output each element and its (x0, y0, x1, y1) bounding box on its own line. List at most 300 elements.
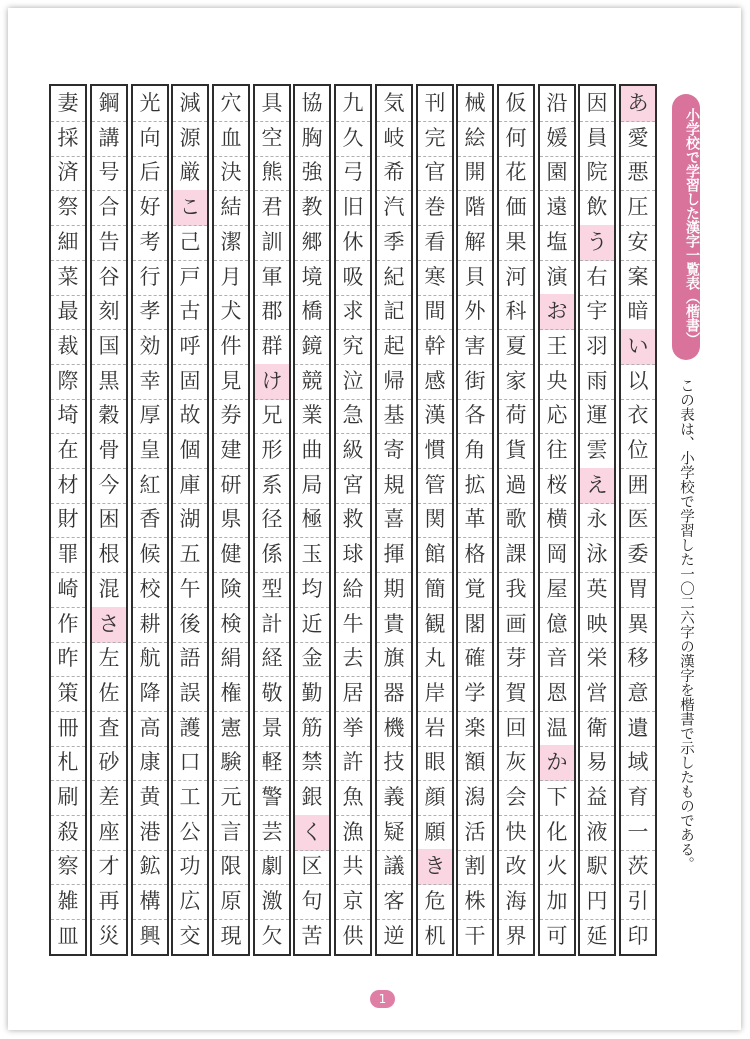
kanji-cell: 休 (336, 225, 370, 261)
kanji-cell: 具 (255, 86, 289, 122)
kanji-cell: 横 (540, 502, 574, 538)
kanji-cell: 九 (336, 86, 370, 122)
kanji-cell: 因 (580, 86, 614, 122)
kanji-cell: 宇 (580, 294, 614, 330)
kanji-cell: 径 (255, 502, 289, 538)
kanji-cell: 口 (173, 745, 207, 781)
kanji-cell: 各 (458, 398, 492, 434)
kanji-cell: 際 (51, 364, 85, 400)
kanji-cell: 泣 (336, 364, 370, 400)
kanji-cell: 考 (133, 225, 167, 261)
kanji-cell: 館 (418, 537, 452, 573)
kanji-cell: 係 (255, 537, 289, 573)
kanji-cell: 刻 (92, 294, 126, 330)
kanji-cell: 検 (214, 607, 248, 643)
kanji-cell: 冊 (51, 711, 85, 747)
kanji-cell: 期 (377, 572, 411, 608)
kanji-cell: 演 (540, 260, 574, 296)
kanji-cell: 兄 (255, 398, 289, 434)
kanji-cell: 確 (458, 641, 492, 677)
kanji-cell: 許 (336, 745, 370, 781)
kanji-cell: 逆 (383, 924, 405, 948)
kanji-column (171, 84, 209, 956)
kanji-cell: 義 (377, 780, 411, 816)
kana-heading-cell: お (540, 294, 574, 330)
kanji-cell: 疑 (377, 815, 411, 851)
kanji-cell: 砂 (92, 745, 126, 781)
kanji-cell: 最 (51, 294, 85, 330)
kanji-cell: 央 (540, 364, 574, 400)
kanji-cell: 河 (499, 260, 533, 296)
kanji-cell: 帰 (377, 364, 411, 400)
kanji-cell: 号 (92, 155, 126, 191)
kanji-column (253, 84, 291, 956)
kanji-cell: 血 (214, 121, 248, 157)
kanji-cell: 何 (499, 121, 533, 157)
kanji-cell: 課 (499, 537, 533, 573)
kanji-cell: 火 (540, 849, 574, 885)
kanji-cell: 英 (580, 572, 614, 608)
kanji-cell: 液 (580, 815, 614, 851)
kanji-cell: 牛 (336, 607, 370, 643)
kanji-cell: 殺 (51, 815, 85, 851)
kanji-cell: 幹 (418, 329, 452, 365)
kanji-cell: 胃 (621, 572, 655, 608)
kanji-cell: 厚 (133, 398, 167, 434)
kanji-cell: 価 (499, 190, 533, 226)
kanji-cell: 海 (499, 884, 533, 920)
kanji-cell: 広 (173, 884, 207, 920)
kanji-cell: 建 (214, 433, 248, 469)
kanji-cell: 后 (133, 155, 167, 191)
kanji-cell: 果 (499, 225, 533, 261)
kanji-cell: 紅 (133, 468, 167, 504)
kanji-cell: 古 (173, 294, 207, 330)
kanji-cell: 科 (499, 294, 533, 330)
kanji-cell: 厳 (173, 155, 207, 191)
kanji-cell: 改 (499, 849, 533, 885)
kanji-cell: 開 (458, 155, 492, 191)
kanji-cell: 刊 (418, 86, 452, 122)
kanji-cell: 橋 (295, 294, 329, 330)
kanji-cell: 札 (51, 745, 85, 781)
kanji-cell: 港 (133, 815, 167, 851)
kanji-cell: 察 (51, 849, 85, 885)
kanji-cell: 案 (621, 260, 655, 296)
kanji-cell: 刷 (51, 780, 85, 816)
kanji-cell: 化 (540, 815, 574, 851)
kanji-cell: 黄 (133, 780, 167, 816)
kanji-cell: 給 (336, 572, 370, 608)
kanji-cell: 衛 (580, 711, 614, 747)
kanji-cell: 極 (295, 502, 329, 538)
kanji-cell: 回 (499, 711, 533, 747)
kanji-cell: 起 (377, 329, 411, 365)
kanji-cell: 強 (295, 155, 329, 191)
kanji-cell: 財 (51, 502, 85, 538)
kanji-cell: 学 (458, 676, 492, 712)
kanji-cell: 京 (336, 884, 370, 920)
kanji-cell: 穴 (214, 86, 248, 122)
kanji-cell: 後 (173, 607, 207, 643)
kanji-cell: 熊 (255, 155, 289, 191)
kanji-cell: 員 (580, 121, 614, 157)
kanji-cell: 供 (342, 924, 364, 948)
kanji-cell: 県 (214, 502, 248, 538)
kanji-cell: 香 (133, 502, 167, 538)
kanji-cell: 芽 (499, 641, 533, 677)
kanji-cell: 興 (139, 924, 161, 948)
kanji-cell: 活 (458, 815, 492, 851)
kanji-cell: 温 (540, 711, 574, 747)
kanji-cell: 鋼 (92, 86, 126, 122)
kanji-cell: 皿 (57, 924, 79, 948)
kanji-cell: 己 (173, 225, 207, 261)
kanji-cell: 在 (51, 433, 85, 469)
kanji-column (49, 84, 87, 956)
kanji-cell: 昨 (51, 641, 85, 677)
kanji-cell: 右 (580, 260, 614, 296)
kanji-cell: 湖 (173, 502, 207, 538)
page-title: 小学校で学習した漢字一覧表（楷書） (684, 108, 700, 346)
kana-heading-cell: か (540, 745, 574, 781)
kanji-cell: 埼 (51, 398, 85, 434)
kanji-cell: 教 (295, 190, 329, 226)
kanji-cell: 寄 (377, 433, 411, 469)
kanji-cell: 工 (173, 780, 207, 816)
kanji-column (90, 84, 128, 956)
kanji-cell: 権 (214, 676, 248, 712)
kanji-cell: 雲 (580, 433, 614, 469)
kanji-cell: 群 (255, 329, 289, 365)
kanji-cell: 高 (133, 711, 167, 747)
kanji-cell: 快 (499, 815, 533, 851)
kanji-cell: 候 (133, 537, 167, 573)
kanji-cell: 塩 (540, 225, 574, 261)
kanji-cell: 永 (580, 502, 614, 538)
kanji-cell: 医 (621, 502, 655, 538)
kanji-cell: 究 (336, 329, 370, 365)
kanji-cell: 悪 (621, 155, 655, 191)
kanji-cell: 沿 (540, 86, 574, 122)
kanji-cell: 君 (255, 190, 289, 226)
kanji-cell: 救 (336, 502, 370, 538)
kanji-cell: 規 (377, 468, 411, 504)
kanji-cell: 耕 (133, 607, 167, 643)
kanji-cell: 寒 (418, 260, 452, 296)
kanji-cell: 岩 (418, 711, 452, 747)
kanji-cell: 委 (621, 537, 655, 573)
kanji-cell: 旗 (377, 641, 411, 677)
kanji-cell: 王 (540, 329, 574, 365)
kanji-cell: 午 (173, 572, 207, 608)
kanji-cell: 勤 (295, 676, 329, 712)
kanji-cell: 困 (92, 502, 126, 538)
kanji-cell: 根 (92, 537, 126, 573)
kanji-cell: 均 (295, 572, 329, 608)
kanji-cell: 丸 (418, 641, 452, 677)
kanji-column (538, 84, 576, 956)
kanji-cell: 協 (295, 86, 329, 122)
kanji-cell: 鉱 (133, 849, 167, 885)
kanji-cell: 階 (458, 190, 492, 226)
kanji-cell: 恩 (540, 676, 574, 712)
kanji-cell: 喜 (377, 502, 411, 538)
kanji-cell: 願 (418, 815, 452, 851)
kanji-cell: 格 (458, 537, 492, 573)
kanji-column (578, 84, 616, 956)
kanji-cell: 園 (540, 155, 574, 191)
kanji-cell: 院 (580, 155, 614, 191)
kanji-cell: 絵 (458, 121, 492, 157)
kanji-cell: 感 (418, 364, 452, 400)
kanji-cell: 議 (377, 849, 411, 885)
kanji-cell: 異 (621, 607, 655, 643)
kanji-cell: 慣 (418, 433, 452, 469)
kanji-cell: 駅 (580, 849, 614, 885)
kanji-cell: 妻 (51, 86, 85, 122)
kanji-cell: 遺 (621, 711, 655, 747)
kanji-cell: 意 (621, 676, 655, 712)
kanji-cell: 灰 (499, 745, 533, 781)
kanji-cell: 降 (133, 676, 167, 712)
kanji-cell: 佐 (92, 676, 126, 712)
kanji-cell: 岐 (377, 121, 411, 157)
kanji-cell: 孝 (133, 294, 167, 330)
kanji-cell: 羽 (580, 329, 614, 365)
kanji-cell: 吸 (336, 260, 370, 296)
kanji-cell: 宮 (336, 468, 370, 504)
kanji-cell: 混 (92, 572, 126, 608)
kanji-cell: 往 (540, 433, 574, 469)
kanji-cell: 干 (464, 924, 486, 948)
kanji-cell: 間 (418, 294, 452, 330)
kanji-cell: 桜 (540, 468, 574, 504)
kanji-cell: 裁 (51, 329, 85, 365)
kanji-cell: 済 (51, 155, 85, 191)
kanji-cell: 交 (179, 924, 201, 948)
kanji-cell: 講 (92, 121, 126, 157)
kanji-column (131, 84, 169, 956)
kanji-cell: 合 (92, 190, 126, 226)
kanji-cell: 敬 (255, 676, 289, 712)
kanji-cell: 運 (580, 398, 614, 434)
kanji-cell: 護 (173, 711, 207, 747)
kanji-cell: 固 (173, 364, 207, 400)
kanji-cell: 穀 (92, 398, 126, 434)
page-number: 1 (370, 990, 395, 1008)
kanji-cell: 苦 (301, 924, 323, 948)
kanji-cell: 漁 (336, 815, 370, 851)
kanji-cell: 系 (255, 468, 289, 504)
kanji-cell: 功 (173, 849, 207, 885)
kanji-cell: 音 (540, 641, 574, 677)
kanji-column (212, 84, 250, 956)
kanji-cell: 引 (621, 884, 655, 920)
kanji-cell: 額 (458, 745, 492, 781)
kanji-cell: 月 (214, 260, 248, 296)
kanji-cell: 害 (458, 329, 492, 365)
kanji-cell: 屋 (540, 572, 574, 608)
kanji-cell: 挙 (336, 711, 370, 747)
kana-heading-cell: い (621, 329, 655, 365)
kana-heading-cell: さ (92, 607, 126, 643)
kanji-cell: 故 (173, 398, 207, 434)
kanji-cell: 映 (580, 607, 614, 643)
kanji-cell: 康 (133, 745, 167, 781)
kanji-cell: 株 (458, 884, 492, 920)
kanji-cell: 景 (255, 711, 289, 747)
kanji-cell: 菜 (51, 260, 85, 296)
kanji-cell: 策 (51, 676, 85, 712)
kanji-cell: 画 (499, 607, 533, 643)
kanji-cell: 界 (505, 924, 527, 948)
kanji-cell: 劇 (255, 849, 289, 885)
kanji-cell: 潔 (214, 225, 248, 261)
kanji-cell: 延 (586, 924, 608, 948)
kanji-cell: 黒 (92, 364, 126, 400)
kanji-cell: 経 (255, 641, 289, 677)
kanji-cell: 芸 (255, 815, 289, 851)
kanji-cell: 楽 (458, 711, 492, 747)
kanji-cell: 観 (418, 607, 452, 643)
kanji-cell: 源 (173, 121, 207, 157)
kanji-cell: 技 (377, 745, 411, 781)
kanji-column (334, 84, 372, 956)
kanji-cell: 校 (133, 572, 167, 608)
kanji-cell: 絹 (214, 641, 248, 677)
kanji-cell: 一 (621, 815, 655, 851)
kanji-cell: 客 (377, 884, 411, 920)
kanji-cell: 銀 (295, 780, 329, 816)
kanji-cell: 関 (418, 502, 452, 538)
kanji-cell: 結 (214, 190, 248, 226)
kanji-cell: 験 (214, 745, 248, 781)
kanji-cell: 作 (51, 607, 85, 643)
kanji-cell: 激 (255, 884, 289, 920)
kanji-cell: 郷 (295, 225, 329, 261)
kanji-cell: 希 (377, 155, 411, 191)
kana-heading-cell: け (255, 364, 289, 400)
kanji-cell: 媛 (540, 121, 574, 157)
kanji-cell: 域 (621, 745, 655, 781)
kanji-cell: 皇 (133, 433, 167, 469)
kanji-cell: 外 (458, 294, 492, 330)
kanji-cell: 効 (133, 329, 167, 365)
kana-heading-cell: き (418, 849, 452, 885)
kanji-column (416, 84, 454, 956)
kanji-cell: 欠 (261, 924, 283, 948)
kanji-cell: 易 (580, 745, 614, 781)
kanji-cell: 巻 (418, 190, 452, 226)
kanji-cell: 好 (133, 190, 167, 226)
kanji-cell: 国 (92, 329, 126, 365)
kanji-cell: 揮 (377, 537, 411, 573)
kanji-cell: 減 (173, 86, 207, 122)
kanji-cell: 拡 (458, 468, 492, 504)
kanji-cell: 魚 (336, 780, 370, 816)
kanji-cell: 会 (499, 780, 533, 816)
kanji-cell: 旧 (336, 190, 370, 226)
kanji-cell: 業 (295, 398, 329, 434)
kanji-cell: 下 (540, 780, 574, 816)
kanji-cell: 玉 (295, 537, 329, 573)
kanji-cell: 近 (295, 607, 329, 643)
kanji-cell: 告 (92, 225, 126, 261)
kanji-cell: 割 (458, 849, 492, 885)
kanji-cell: 歌 (499, 502, 533, 538)
kanji-cell: 骨 (92, 433, 126, 469)
kanji-cell: 泳 (580, 537, 614, 573)
kana-heading-cell: う (580, 225, 614, 261)
kanji-cell: 雑 (51, 884, 85, 920)
kanji-cell: 区 (295, 849, 329, 885)
kanji-cell: 胸 (295, 121, 329, 157)
kanji-cell: 久 (336, 121, 370, 157)
kanji-cell: 基 (377, 398, 411, 434)
kanji-cell: 庫 (173, 468, 207, 504)
kanji-cell: 限 (214, 849, 248, 885)
kanji-cell: 我 (499, 572, 533, 608)
kanji-cell: 境 (295, 260, 329, 296)
kanji-cell: 空 (255, 121, 289, 157)
kanji-cell: 官 (418, 155, 452, 191)
kanji-cell: 過 (499, 468, 533, 504)
kanji-cell: 家 (499, 364, 533, 400)
kana-heading-cell: え (580, 468, 614, 504)
kanji-cell: 暗 (621, 294, 655, 330)
kana-heading-cell: こ (173, 190, 207, 226)
kanji-cell: 幸 (133, 364, 167, 400)
kanji-cell: 戸 (173, 260, 207, 296)
kanji-cell: 研 (214, 468, 248, 504)
kanji-cell: 座 (92, 815, 126, 851)
kanji-cell: 見 (214, 364, 248, 400)
kanji-cell: 解 (458, 225, 492, 261)
kanji-cell: 鏡 (295, 329, 329, 365)
kanji-cell: 気 (377, 86, 411, 122)
kanji-cell: 計 (255, 607, 289, 643)
kanji-cell: 愛 (621, 121, 655, 157)
kanji-cell: 禁 (295, 745, 329, 781)
kanji-cell: 角 (458, 433, 492, 469)
kanji-cell: 貴 (377, 607, 411, 643)
kanji-cell: 左 (92, 641, 126, 677)
kanji-cell: 栄 (580, 641, 614, 677)
kanji-cell: 訓 (255, 225, 289, 261)
kanji-cell: 軽 (255, 745, 289, 781)
kanji-cell: 呼 (173, 329, 207, 365)
kana-heading-cell: く (295, 815, 329, 851)
kanji-cell: 育 (621, 780, 655, 816)
kanji-cell: 再 (92, 884, 126, 920)
kanji-cell: 完 (418, 121, 452, 157)
kanji-cell: 賀 (499, 676, 533, 712)
kanji-cell: 語 (173, 641, 207, 677)
kanji-cell: 材 (51, 468, 85, 504)
kanji-cell: 機 (377, 711, 411, 747)
kanji-cell: 局 (295, 468, 329, 504)
kanji-cell: 才 (92, 849, 126, 885)
kanji-cell: 岸 (418, 676, 452, 712)
kanji-cell: 閣 (458, 607, 492, 643)
kanji-cell: 崎 (51, 572, 85, 608)
kanji-cell: 安 (621, 225, 655, 261)
kanji-cell: 営 (580, 676, 614, 712)
kanji-cell: 型 (255, 572, 289, 608)
kanji-cell: 器 (377, 676, 411, 712)
kanji-cell: 億 (540, 607, 574, 643)
